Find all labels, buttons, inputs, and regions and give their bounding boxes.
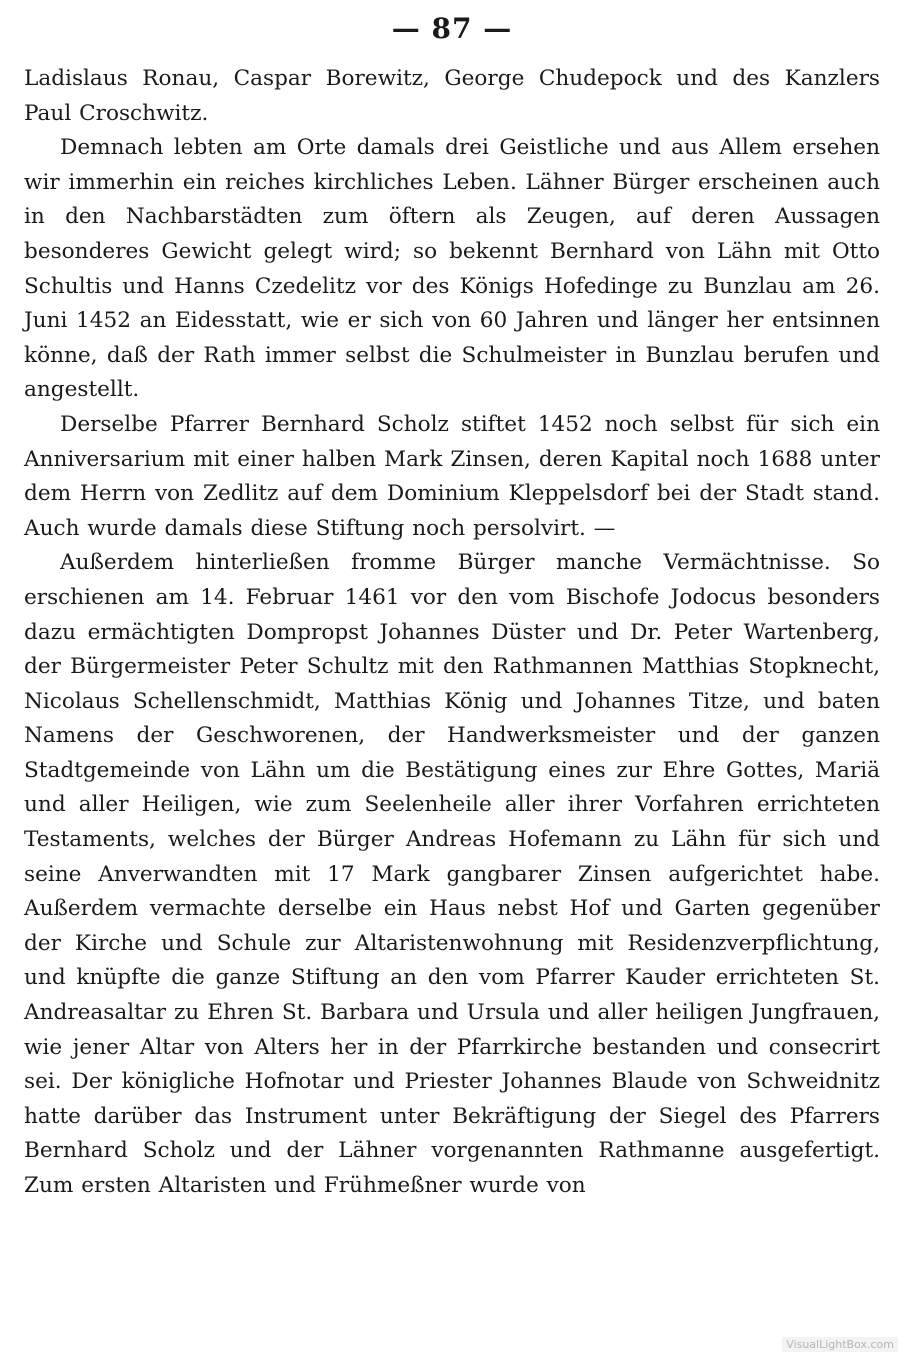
paragraph: Derselbe Pfarrer Bernhard Scholz stiftet 1452 noch selbst für sich ein Anniversarium mit einer halben Mark Zinsen, deren Kapital noch 1688 unter dem Herrn von Zedlitz auf dem Dominium Kleppelsdorf bei der Stadt stand. Auch wurde damals diese Stiftung noch persolvirt. — — [24, 411, 880, 541]
page-body — [24, 62, 880, 1204]
paragraph-continuation: Ladislaus Ronau, Caspar Borewitz, George Chudepock und des Kanzlers Paul Croschwitz. — [24, 66, 880, 126]
watermark: VisualLightBox.com — [782, 1337, 898, 1352]
paragraph: Demnach lebten am Orte damals drei Geistliche und aus Allem ersehen wir immerhin ein reiches kirchliches Leben. Lähner Bürger erscheinen auch in den Nachbarstädten zum öftern als Zeugen, auf deren Aussagen besonderes Gewicht gelegt wird; so bekennt Bernhard von Lähn mit Otto Schultis und Hanns Czedelitz vor des Königs Hofedinge zu Bunzlau am 26. Juni 1452 an Eidesstatt, wie er sich von 60 Jahren und länger her entsinnen könne, daß der Rath immer selbst die Schulmeister in Bunzlau berufen und angestellt. — [24, 135, 880, 403]
paragraph: Außerdem hinterließen fromme Bürger manche Vermächtnisse. So erschienen am 14. Februar 1461 vor den vom Bischofe Jodocus besonders dazu ermächtigten Dompropst Johannes Düster und Dr. Peter Wartenberg, der Bürgermeister Peter Schultz mit den Rathmannen Matthias Stopknecht, Nicolaus Schellenschmidt, Matthias König und Johannes Titze, und baten Namens der Geschworenen, der Handwerksmeister und der ganzen Stadtgemeinde von Lähn um die Bestätigung eines zur Ehre Gottes, Mariä und aller Heiligen, wie zum Seelenheile aller ihrer Vorfahren errichteten Testaments, welches der Bürger Andreas Hofemann zu Lähn für sich und seine Anverwandten mit 17 Mark gangbarer Zinsen aufgerichtet habe. Außerdem vermachte derselbe ein Haus nebst Hof und Garten gegenüber der Kirche und Schule zur Altaristenwohnung mit Residenzverpflichtung, und knüpfte die ganze Stiftung an den vom Pfarrer Kauder errichteten St. Andreasaltar zu Ehren St. Barbara und Ursula und aller heiligen Jungfrauen, wie jener Altar von Alters her in der Pfarrkirche bestanden und consecrirt sei. Der königliche Hofnotar und Priester Johannes Blaude von Schweidnitz hatte darüber das Instrument unter Bekräftigung der Siegel des Pfarrers Bernhard Scholz und der Lähner vorgenannten Rathmanne ausgefertigt. Zum ersten Altaristen und Frühmeßner wurde von — [24, 550, 880, 1198]
page-number-header: — 87 — — [391, 12, 513, 45]
